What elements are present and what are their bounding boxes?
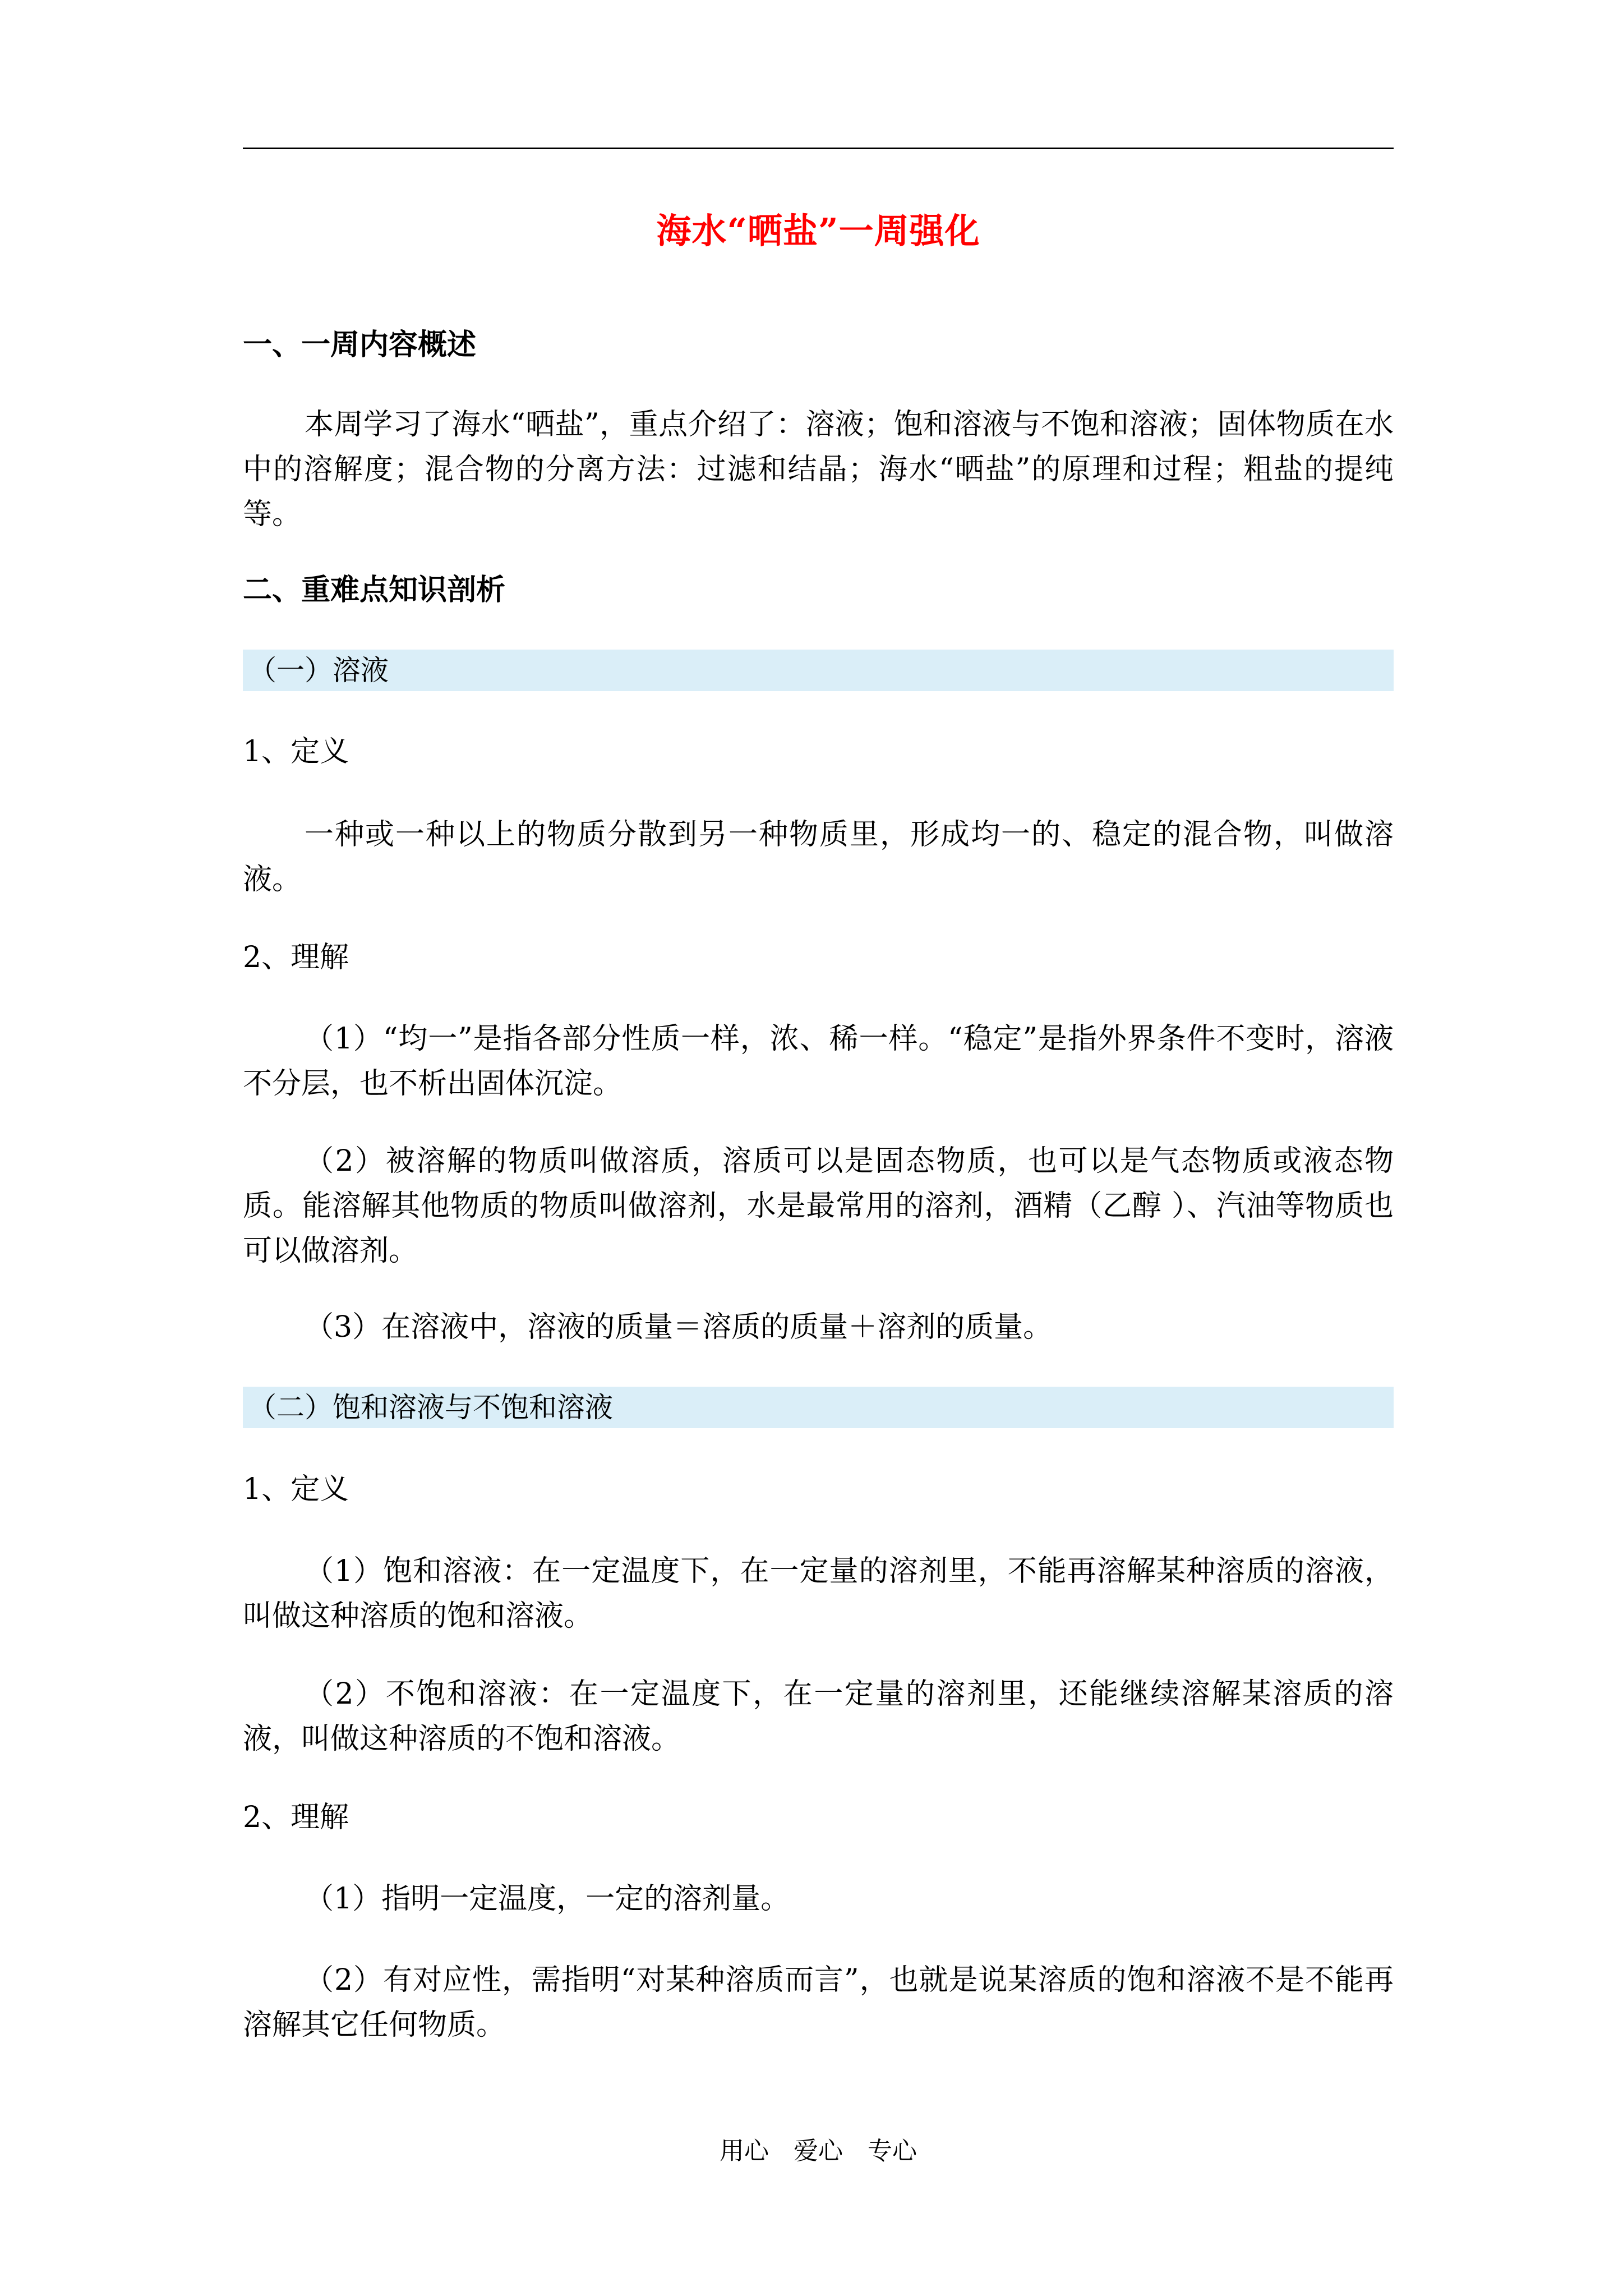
saturated-understanding-item-1: （1）指明一定温度，一定的溶剂量。 (305, 1882, 790, 1916)
solution-definition-paragraph: 一种或一种以上的物质分散到另一种物质里，形成均一的、稳定的混合物，叫做溶液。 (243, 818, 1394, 896)
document-title: 海水“晒盐”一周强化 (656, 210, 980, 251)
subsection-band-saturated: （二）饱和溶液与不饱和溶液 (243, 1387, 1394, 1428)
understanding-item-3: （3）在溶液中，溶液的质量＝溶质的质量＋溶剂的质量。 (305, 1310, 1053, 1344)
header-rule (243, 148, 1394, 149)
definition-heading-2: 1、定义 (243, 1473, 349, 1506)
subsection-band-solution: （一）溶液 (243, 650, 1394, 691)
overview-paragraph: 本周学习了海水“晒盐”，重点介绍了：溶液；饱和溶液与不饱和溶液；固体物质在水中的溶解度；混合物的分离方法：过滤和结晶；海水“晒盐”的原理和过程；粗盐的提纯等。 (243, 408, 1394, 531)
page-footer: 用心 爱心 专心 (720, 2137, 917, 2165)
section-heading-key-points: 二、重难点知识剖析 (243, 573, 506, 607)
understanding-item-1: （1）“均一”是指各部分性质一样，浓、稀一样。“稳定”是指外界条件不变时，溶液不分层，也不析出固体沉淀。 (243, 1022, 1394, 1101)
definition-heading-1: 1、定义 (243, 735, 349, 769)
saturated-understanding-item-2: （2）有对应性，需指明“对某种溶质而言”，也就是说某溶质的饱和溶液不是不能再溶解其它任何物质。 (243, 1963, 1394, 2042)
understanding-item-2: （2）被溶解的物质叫做溶质，溶质可以是固态物质，也可以是气态物质或液态物质。能溶解其他物质的物质叫做溶剂，水是最常用的溶剂，酒精（乙醇 ）、汽油等物质也可以做溶剂。 (243, 1144, 1394, 1268)
understanding-heading-1: 2、理解 (243, 941, 349, 974)
understanding-heading-2: 2、理解 (243, 1801, 349, 1834)
saturated-definition-item-1: （1）饱和溶液：在一定温度下，在一定量的溶剂里，不能再溶解某种溶质的溶液，叫做这种溶质的饱和溶液。 (243, 1554, 1394, 1633)
section-heading-overview: 一、一周内容概述 (243, 328, 477, 362)
saturated-definition-item-2: （2）不饱和溶液：在一定温度下，在一定量的溶剂里，还能继续溶解某溶质的溶液，叫做这种溶质的不饱和溶液。 (243, 1677, 1394, 1756)
